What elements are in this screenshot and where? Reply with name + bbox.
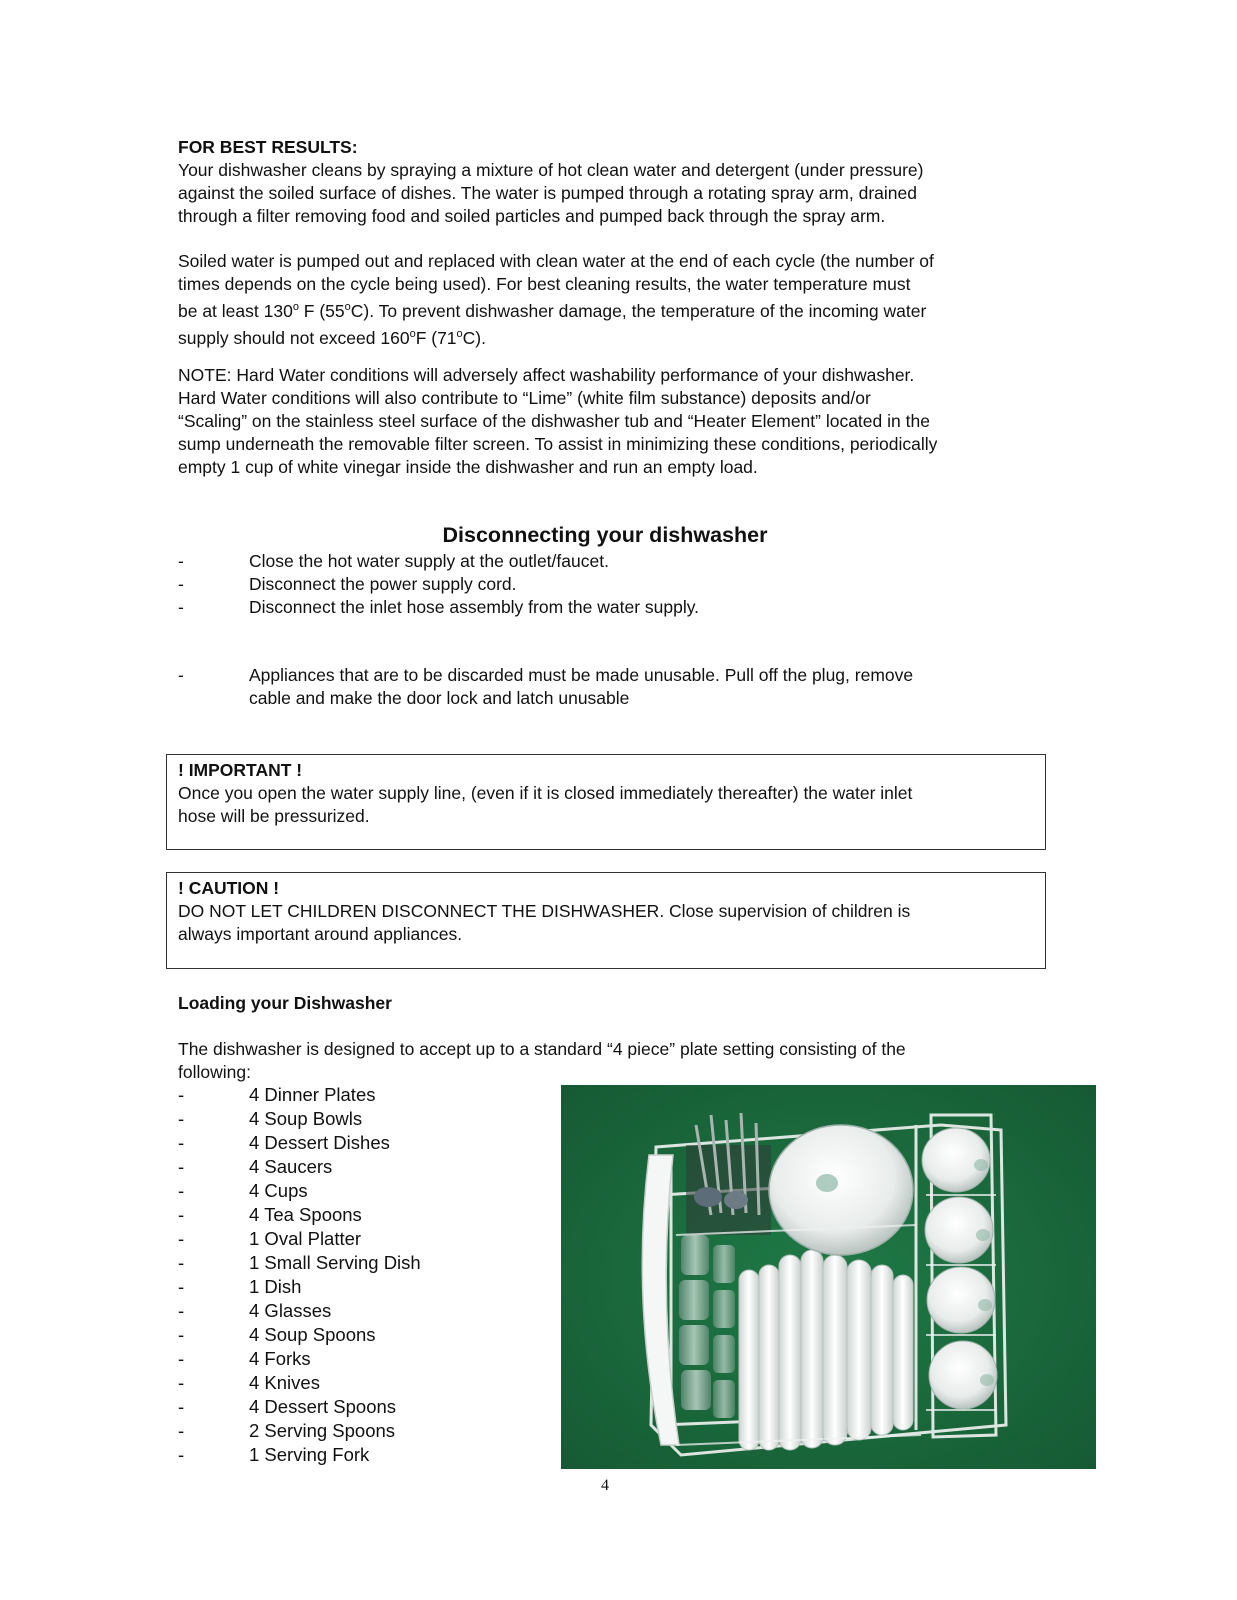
dash-marker: - — [178, 1204, 185, 1225]
list-item — [178, 1203, 558, 1227]
discard-text: cable and make the door lock and latch unusable — [249, 688, 630, 708]
dash-marker: - — [178, 1300, 185, 1321]
degree-mark: o — [456, 327, 463, 340]
list-item — [178, 1155, 558, 1179]
item-text: 4 Dessert Spoons — [249, 1396, 397, 1417]
list-item — [178, 1347, 558, 1371]
degree-mark: o — [292, 301, 299, 313]
best-results-heading: FOR BEST RESULTS: — [178, 137, 358, 157]
item-text: 2 Serving Spoons — [249, 1420, 396, 1441]
item-text: 4 Soup Bowls — [249, 1108, 363, 1129]
list-item — [178, 1179, 558, 1203]
note-line4: sump underneath the removable filter screen. To assist in minimizing these conditions, periodically — [178, 434, 938, 454]
temp-line3 — [178, 296, 934, 323]
list-item — [178, 550, 1038, 573]
list-item — [178, 1299, 558, 1323]
caution-box — [166, 872, 1046, 969]
page-number: 4 — [601, 1477, 609, 1494]
disconnect-steps-list — [178, 550, 1038, 619]
dash-marker: - — [178, 597, 184, 617]
list-item — [178, 1107, 558, 1131]
note-line3: “Scaling” on the stainless steel surface of the dishwasher tub and “Heater Element” located in the — [178, 411, 930, 431]
item-text: 1 Oval Platter — [249, 1228, 362, 1249]
disconnecting-title: Disconnecting your dishwasher — [442, 523, 768, 547]
dash-marker: - — [178, 1444, 185, 1465]
dash-marker: - — [178, 1276, 185, 1297]
hard-water-note — [178, 364, 937, 479]
temp-text: F (71 — [415, 327, 457, 348]
list-item — [178, 1419, 558, 1443]
important-box — [166, 754, 1046, 850]
item-text: 4 Soup Spoons — [249, 1324, 376, 1345]
dash-marker: - — [178, 1132, 185, 1153]
list-item — [178, 1443, 558, 1467]
caution-title: ! CAUTION ! — [178, 878, 280, 898]
temp-text: supply should not exceed 160 — [178, 327, 410, 348]
list-item — [178, 1323, 558, 1347]
temp-text: C). — [462, 327, 486, 348]
item-text: 4 Saucers — [249, 1156, 333, 1177]
list-item-continuation — [178, 687, 1038, 710]
temp-text: be at least 130 — [178, 300, 293, 321]
item-text: 4 Dinner Plates — [249, 1084, 376, 1105]
list-item — [178, 1131, 558, 1155]
dash-marker: - — [178, 1108, 185, 1129]
best-results-p1-line2: against the soiled surface of dishes. The water is pumped through a rotating spray arm, drained — [178, 183, 917, 203]
caution-line1: DO NOT LET CHILDREN DISCONNECT THE DISHWASHER. Close supervision of children is — [178, 901, 911, 921]
list-item — [178, 596, 1038, 619]
loading-intro — [178, 1038, 906, 1084]
dash-marker: - — [178, 1396, 185, 1417]
water-temperature-paragraph — [178, 250, 934, 350]
list-item — [178, 1275, 558, 1299]
important-line2: hose will be pressurized. — [178, 806, 370, 826]
item-text: 4 Tea Spoons — [249, 1204, 362, 1225]
best-results-p1-line1: Your dishwasher cleans by spraying a mixture of hot clean water and detergent (under pressure) — [178, 160, 924, 180]
step-text: Disconnect the inlet hose assembly from the water supply. — [249, 597, 700, 617]
note-line1: NOTE: Hard Water conditions will adversely affect washability performance of your dishwasher. — [178, 365, 915, 385]
list-item — [178, 1371, 558, 1395]
dash-marker: - — [178, 1180, 185, 1201]
list-item — [178, 1083, 558, 1107]
item-text: 1 Dish — [249, 1276, 302, 1297]
list-item — [178, 1251, 558, 1275]
note-line5: empty 1 cup of white vinegar inside the dishwasher and run an empty load. — [178, 457, 758, 477]
place-setting-list — [178, 1083, 558, 1467]
list-item — [178, 1395, 558, 1419]
dash-marker: - — [178, 1348, 185, 1369]
list-item — [178, 573, 1038, 596]
best-results-section — [178, 136, 923, 228]
loading-title: Loading your Dishwasher — [178, 993, 392, 1013]
item-text: 4 Cups — [249, 1180, 308, 1201]
dash-marker: - — [178, 1372, 185, 1393]
important-title: ! IMPORTANT ! — [178, 760, 303, 780]
list-item — [178, 664, 1038, 687]
caution-line2: always important around appliances. — [178, 924, 463, 944]
dash-marker: - — [178, 551, 184, 571]
dash-marker: - — [178, 665, 184, 685]
dash-marker: - — [178, 574, 184, 594]
dash-marker: - — [178, 1228, 185, 1249]
dish-rack-photo — [561, 1085, 1096, 1469]
discard-note — [178, 664, 1038, 710]
item-text: 1 Small Serving Dish — [249, 1252, 421, 1273]
note-line2: Hard Water conditions will also contribute to “Lime” (white film substance) deposits and/or — [178, 388, 871, 408]
intro-line2: following: — [178, 1062, 251, 1082]
intro-line1: The dishwasher is designed to accept up to a standard “4 piece” plate setting consisting of the — [178, 1039, 906, 1059]
item-text: 4 Dessert Dishes — [249, 1132, 390, 1153]
degree-mark: o — [409, 327, 416, 340]
temp-text: F (55 — [298, 300, 345, 321]
caution-content — [178, 877, 910, 946]
dash-marker: - — [178, 1084, 185, 1105]
temp-line4 — [178, 323, 934, 350]
item-text: 4 Glasses — [249, 1300, 332, 1321]
list-item — [178, 1227, 558, 1251]
important-line1: Once you open the water supply line, (even if it is closed immediately thereafter) the water inlet — [178, 783, 913, 803]
dash-marker: - — [178, 1156, 185, 1177]
temp-line1: Soiled water is pumped out and replaced with clean water at the end of each cycle (the number of — [178, 251, 934, 271]
step-text: Disconnect the power supply cord. — [249, 574, 517, 594]
dash-marker: - — [178, 1420, 185, 1441]
important-content — [178, 759, 912, 828]
degree-mark: o — [344, 301, 351, 313]
temp-line2: times depends on the cycle being used). For best cleaning results, the water temperature must — [178, 274, 911, 294]
item-text: 4 Knives — [249, 1372, 320, 1393]
discard-text: Appliances that are to be discarded must be made unusable. Pull off the plug, remove — [249, 665, 914, 685]
dash-marker: - — [178, 1324, 185, 1345]
temp-text: C). To prevent dishwasher damage, the temperature of the incoming water — [350, 300, 927, 321]
dash-marker: - — [178, 1252, 185, 1273]
item-text: 1 Serving Fork — [249, 1444, 370, 1465]
item-text: 4 Forks — [249, 1348, 311, 1369]
step-text: Close the hot water supply at the outlet/faucet. — [249, 551, 609, 571]
dish-rack-illustration — [561, 1085, 1096, 1469]
best-results-p1-line3: through a filter removing food and soiled particles and pumped back through the spray arm. — [178, 206, 886, 226]
